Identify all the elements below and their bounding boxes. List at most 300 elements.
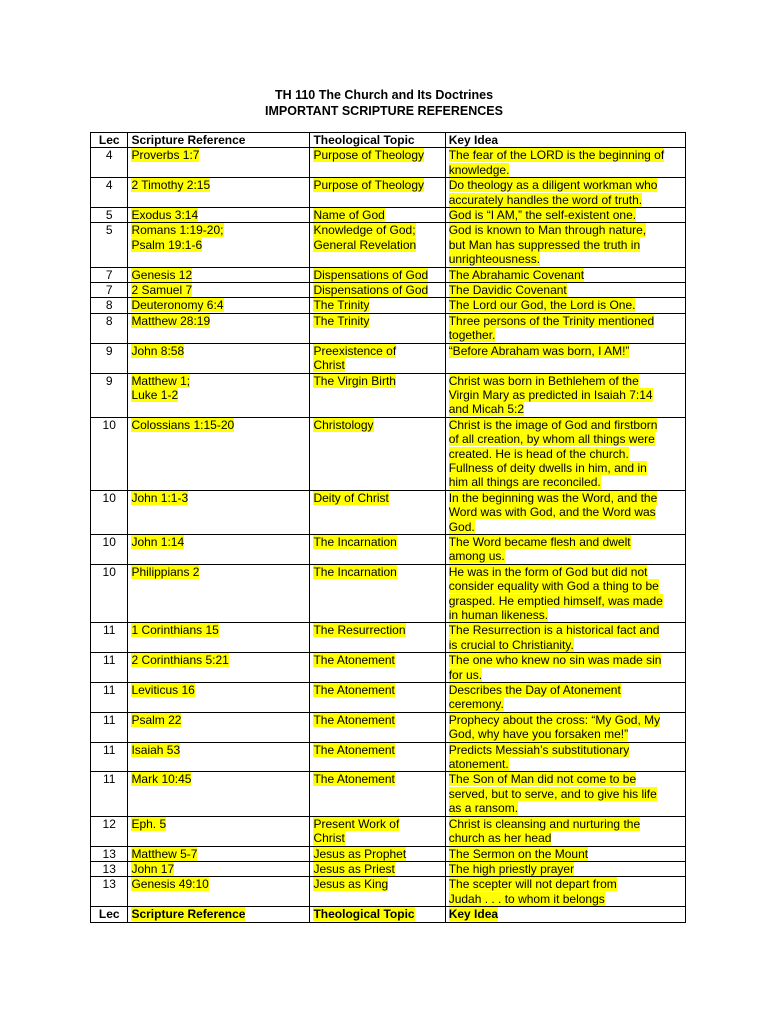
- key-idea-text: Judah . . . to whom it belongs: [448, 891, 605, 906]
- table-row: [91, 534, 686, 564]
- scripture-reference-cell: [128, 417, 310, 490]
- lecture-number: 12: [102, 816, 116, 831]
- key-idea-text: accurately handles the word of truth.: [448, 192, 643, 207]
- lecture-number-cell: [91, 373, 128, 417]
- scripture-reference-text: John 8:58: [131, 343, 185, 358]
- scripture-reference-line: [131, 283, 307, 297]
- theological-topic-text: Deity of Christ: [313, 490, 389, 505]
- theological-topic-cell: [310, 298, 445, 313]
- key-idea-text: is crucial to Christianity.: [448, 637, 574, 652]
- scripture-reference-line: [131, 653, 307, 667]
- scripture-reference-line: [131, 178, 307, 192]
- lecture-number-cell: [91, 148, 128, 178]
- theological-topic-line: [313, 817, 442, 831]
- key-idea-line: [449, 475, 683, 489]
- theological-topic-cell: [310, 208, 445, 223]
- table-row: [91, 816, 686, 846]
- scripture-reference-line: [131, 298, 307, 312]
- scripture-reference-line: [131, 223, 307, 237]
- theological-topic-text: The Atonement: [313, 742, 395, 757]
- key-idea-line: [449, 163, 683, 177]
- table-row: [91, 683, 686, 713]
- key-idea-text: God is known to Man through nature,: [448, 223, 647, 238]
- table-row: [91, 267, 686, 282]
- table-row: [91, 417, 686, 490]
- key-idea-line: [449, 252, 683, 266]
- key-idea-line: [449, 817, 683, 831]
- key-idea-line: [449, 283, 683, 297]
- scripture-reference-text: Genesis 49:10: [131, 877, 209, 892]
- theological-topic-cell: [310, 653, 445, 683]
- key-idea-line: [449, 772, 683, 786]
- footer-theological-topic: [310, 907, 445, 922]
- scripture-reference-cell: [128, 208, 310, 223]
- scripture-reference-cell: [128, 148, 310, 178]
- lecture-number: 13: [102, 877, 116, 892]
- scripture-reference-text: 2 Timothy 2:15: [131, 178, 211, 193]
- key-idea-text: He was in the form of God but did not: [448, 564, 648, 579]
- key-idea-line: [449, 757, 683, 771]
- key-idea-text: Describes the Day of Atonement: [448, 683, 621, 698]
- key-idea-text: The Davidic Covenant: [448, 283, 567, 298]
- lecture-number-cell: [91, 772, 128, 816]
- theological-topic-cell: [310, 816, 445, 846]
- key-idea-line: [449, 374, 683, 388]
- lecture-number-cell: [91, 846, 128, 861]
- key-idea-cell: [445, 683, 685, 713]
- key-idea-cell: [445, 846, 685, 861]
- key-idea-line: [449, 638, 683, 652]
- key-idea-cell: [445, 208, 685, 223]
- scripture-reference-line: [131, 491, 307, 505]
- scripture-reference-line: [131, 623, 307, 637]
- scripture-reference-cell: [128, 313, 310, 343]
- footer-key-idea: [445, 907, 685, 922]
- key-idea-text: Christ is the image of God and firstborn: [448, 417, 658, 432]
- scripture-reference-cell: [128, 564, 310, 623]
- scripture-reference-line: [131, 314, 307, 328]
- scripture-reference-cell: [128, 861, 310, 876]
- lecture-number-cell: [91, 742, 128, 772]
- theological-topic-line: [313, 283, 442, 297]
- scripture-reference-cell: [128, 683, 310, 713]
- key-idea-text: Prophecy about the cross: “My God, My: [448, 712, 661, 727]
- lecture-number-cell: [91, 343, 128, 373]
- key-idea-cell: [445, 267, 685, 282]
- key-idea-line: [449, 847, 683, 861]
- key-idea-line: [449, 565, 683, 579]
- theological-topic-line: [313, 623, 442, 637]
- key-idea-line: [449, 549, 683, 563]
- theological-topic-cell: [310, 712, 445, 742]
- scripture-reference-line: [131, 208, 307, 222]
- key-idea-line: [449, 432, 683, 446]
- lecture-number: 7: [105, 283, 113, 298]
- lecture-number-cell: [91, 267, 128, 282]
- lecture-number: 4: [105, 178, 113, 193]
- theological-topic-cell: [310, 772, 445, 816]
- key-idea-text: together.: [448, 328, 496, 343]
- theological-topic-text: The Atonement: [313, 653, 395, 668]
- lecture-number: 13: [102, 861, 116, 876]
- scripture-reference-text: Colossians 1:15-20: [131, 417, 235, 432]
- header-lec: Lec: [91, 133, 128, 148]
- scripture-reference-line: [131, 535, 307, 549]
- scripture-reference-line: [131, 238, 307, 252]
- lecture-number-cell: [91, 490, 128, 534]
- theological-topic-text: The Trinity: [313, 313, 370, 328]
- key-idea-line: [449, 801, 683, 815]
- theological-topic-text: Jesus as Priest: [313, 861, 395, 876]
- lecture-number: 8: [105, 313, 113, 328]
- key-idea-text: Do theology as a diligent workman who: [448, 178, 658, 193]
- scripture-reference-cell: [128, 490, 310, 534]
- theological-topic-text: The Resurrection: [313, 623, 406, 638]
- theological-topic-cell: [310, 623, 445, 653]
- theological-topic-cell: [310, 683, 445, 713]
- key-idea-text: church as her head: [448, 831, 552, 846]
- theological-topic-line: [313, 772, 442, 786]
- theological-topic-line: [313, 358, 442, 372]
- key-idea-cell: [445, 816, 685, 846]
- theological-topic-cell: [310, 417, 445, 490]
- key-idea-text: The Resurrection is a historical fact and: [448, 623, 660, 638]
- key-idea-text: unrighteousness.: [448, 252, 541, 267]
- key-idea-line: [449, 178, 683, 192]
- key-idea-cell: [445, 861, 685, 876]
- lecture-number: 10: [102, 564, 116, 579]
- theological-topic-cell: [310, 283, 445, 298]
- key-idea-text: Christ is cleansing and nurturing the: [448, 816, 641, 831]
- theological-topic-text: Purpose of Theology: [313, 178, 424, 193]
- theological-topic-line: [313, 653, 442, 667]
- theological-topic-cell: [310, 267, 445, 282]
- lecture-number: 8: [105, 298, 113, 313]
- footer-theological-topic-text: Theological Topic: [313, 907, 415, 922]
- key-idea-line: [449, 594, 683, 608]
- scripture-reference-line: [131, 713, 307, 727]
- table-row: [91, 343, 686, 373]
- table-body: [91, 148, 686, 907]
- scripture-reference-text: Psalm 22: [131, 712, 182, 727]
- scripture-reference-text: Eph. 5: [131, 816, 167, 831]
- scripture-reference-text: Matthew 1;: [131, 373, 191, 388]
- table-row: [91, 772, 686, 816]
- key-idea-line: [449, 727, 683, 741]
- lecture-number: 9: [105, 373, 113, 388]
- lecture-number: 11: [102, 742, 116, 757]
- table-row: [91, 373, 686, 417]
- key-idea-text: for us.: [448, 667, 483, 682]
- key-idea-text: The Son of Man did not come to be: [448, 772, 637, 787]
- key-idea-text: The fear of the LORD is the beginning of: [448, 148, 665, 163]
- lecture-number: 4: [105, 148, 113, 163]
- table-row: [91, 861, 686, 876]
- key-idea-text: The one who knew no sin was made sin: [448, 653, 662, 668]
- lecture-number: 13: [102, 846, 116, 861]
- lecture-number-cell: [91, 298, 128, 313]
- scripture-reference-line: [131, 772, 307, 786]
- key-idea-line: [449, 223, 683, 237]
- key-idea-cell: [445, 772, 685, 816]
- lecture-number: 11: [102, 772, 116, 787]
- footer-key-idea-text: Key Idea: [448, 907, 499, 922]
- theological-topic-line: [313, 831, 442, 845]
- scripture-reference-cell: [128, 223, 310, 267]
- scripture-reference-text: Romans 1:19-20;: [131, 223, 224, 238]
- lecture-number-cell: [91, 534, 128, 564]
- key-idea-cell: [445, 298, 685, 313]
- key-idea-line: [449, 653, 683, 667]
- theological-topic-text: Jesus as Prophet: [313, 846, 407, 861]
- header-key-idea: Key Idea: [445, 133, 685, 148]
- key-idea-text: God.: [448, 519, 475, 534]
- theological-topic-text: Jesus as King: [313, 877, 389, 892]
- key-idea-line: [449, 862, 683, 876]
- scripture-reference-cell: [128, 846, 310, 861]
- scripture-reference-cell: [128, 534, 310, 564]
- theological-topic-line: [313, 238, 442, 252]
- theological-topic-text: Purpose of Theology: [313, 148, 424, 163]
- key-idea-text: ceremony.: [448, 697, 504, 712]
- scripture-reference-line: [131, 847, 307, 861]
- key-idea-line: [449, 520, 683, 534]
- lecture-number-cell: [91, 223, 128, 267]
- theological-topic-cell: [310, 861, 445, 876]
- theological-topic-line: [313, 298, 442, 312]
- key-idea-text: The Word became flesh and dwelt: [448, 534, 631, 549]
- key-idea-line: [449, 623, 683, 637]
- key-idea-cell: [445, 223, 685, 267]
- footer-scripture-reference-text: Scripture Reference: [131, 907, 246, 922]
- theological-topic-text: Christ: [313, 831, 345, 846]
- table-row: [91, 298, 686, 313]
- theological-topic-cell: [310, 877, 445, 907]
- lecture-number: 11: [102, 653, 116, 668]
- scripture-reference-cell: [128, 653, 310, 683]
- table-row: [91, 653, 686, 683]
- theological-topic-line: [313, 862, 442, 876]
- theological-topic-text: The Virgin Birth: [313, 373, 396, 388]
- scripture-reference-text: 2 Samuel 7: [131, 283, 193, 298]
- lecture-number: 10: [102, 417, 116, 432]
- theological-topic-line: [313, 223, 442, 237]
- key-idea-text: in human likeness.: [448, 608, 549, 622]
- scripture-reference-line: [131, 374, 307, 388]
- theological-topic-cell: [310, 178, 445, 208]
- key-idea-line: [449, 491, 683, 505]
- key-idea-line: [449, 193, 683, 207]
- key-idea-line: [449, 713, 683, 727]
- lecture-number-cell: [91, 417, 128, 490]
- lecture-number-cell: [91, 653, 128, 683]
- lecture-number-cell: [91, 623, 128, 653]
- key-idea-text: God, why have you forsaken me!”: [448, 727, 629, 742]
- scripture-reference-text: Psalm 19:1-6: [131, 237, 203, 252]
- scripture-reference-cell: [128, 742, 310, 772]
- key-idea-line: [449, 683, 683, 697]
- scripture-reference-line: [131, 817, 307, 831]
- theological-topic-text: Christ: [313, 358, 345, 373]
- key-idea-cell: [445, 742, 685, 772]
- theological-topic-text: Present Work of: [313, 816, 400, 831]
- scripture-reference-cell: [128, 283, 310, 298]
- theological-topic-cell: [310, 373, 445, 417]
- lecture-number: 11: [102, 712, 116, 727]
- theological-topic-line: [313, 535, 442, 549]
- key-idea-text: The high priestly prayer: [448, 861, 575, 876]
- key-idea-line: [449, 314, 683, 328]
- table-row: [91, 208, 686, 223]
- table-header-row: [91, 133, 686, 148]
- scripture-reference-table: [90, 132, 686, 923]
- theological-topic-text: Preexistence of: [313, 343, 397, 358]
- theological-topic-line: [313, 743, 442, 757]
- theological-topic-cell: [310, 742, 445, 772]
- lecture-number-cell: [91, 877, 128, 907]
- key-idea-line: [449, 402, 683, 416]
- key-idea-cell: [445, 283, 685, 298]
- footer-lec: Lec: [91, 907, 128, 922]
- key-idea-cell: [445, 373, 685, 417]
- theological-topic-cell: [310, 490, 445, 534]
- key-idea-line: [449, 148, 683, 162]
- theological-topic-text: The Atonement: [313, 712, 395, 727]
- theological-topic-text: Dispensations of God: [313, 267, 429, 282]
- theological-topic-line: [313, 418, 442, 432]
- key-idea-text: consider equality with God a thing to be: [448, 579, 659, 594]
- key-idea-text: grasped. He emptied himself, was made: [448, 593, 663, 608]
- theological-topic-cell: [310, 534, 445, 564]
- table-row: [91, 148, 686, 178]
- table-row: [91, 742, 686, 772]
- key-idea-line: [449, 298, 683, 312]
- scripture-reference-cell: [128, 623, 310, 653]
- key-idea-text: but Man has suppressed the truth in: [448, 237, 641, 252]
- scripture-reference-text: John 17: [131, 861, 175, 876]
- lecture-number-cell: [91, 816, 128, 846]
- key-idea-line: [449, 208, 683, 222]
- key-idea-text: among us.: [448, 549, 505, 564]
- key-idea-line: [449, 238, 683, 252]
- scripture-reference-text: Matthew 28:19: [131, 313, 211, 328]
- lecture-number-cell: [91, 208, 128, 223]
- scripture-reference-cell: [128, 877, 310, 907]
- theological-topic-text: The Incarnation: [313, 534, 397, 549]
- key-idea-line: [449, 831, 683, 845]
- scripture-reference-text: 2 Corinthians 5:21: [131, 653, 229, 668]
- table-row: [91, 564, 686, 623]
- theological-topic-cell: [310, 343, 445, 373]
- key-idea-text: In the beginning was the Word, and the: [448, 490, 658, 505]
- key-idea-text: created. He is head of the church.: [448, 446, 629, 461]
- theological-topic-line: [313, 847, 442, 861]
- table-row: [91, 712, 686, 742]
- scripture-reference-line: [131, 344, 307, 358]
- theological-topic-line: [313, 344, 442, 358]
- key-idea-text: atonement.: [448, 757, 509, 772]
- scripture-reference-line: [131, 268, 307, 282]
- table-footer-row: [91, 907, 686, 922]
- theological-topic-text: Knowledge of God;: [313, 223, 416, 238]
- key-idea-text: Virgin Mary as predicted in Isaiah 7:14: [448, 387, 653, 402]
- scripture-reference-cell: [128, 178, 310, 208]
- key-idea-text: The Abrahamic Covenant: [448, 267, 585, 282]
- scripture-reference-text: Luke 1-2: [131, 387, 179, 402]
- key-idea-text: of all creation, by whom all things were: [448, 432, 655, 447]
- theological-topic-line: [313, 148, 442, 162]
- theological-topic-line: [313, 565, 442, 579]
- key-idea-cell: [445, 623, 685, 653]
- lecture-number-cell: [91, 283, 128, 298]
- key-idea-line: [449, 743, 683, 757]
- lecture-number: 5: [105, 223, 113, 238]
- scripture-reference-text: Leviticus 16: [131, 683, 195, 698]
- scripture-reference-cell: [128, 712, 310, 742]
- key-idea-line: [449, 892, 683, 906]
- lecture-number: 9: [105, 343, 113, 358]
- key-idea-cell: [445, 712, 685, 742]
- key-idea-text: The Sermon on the Mount: [448, 846, 589, 861]
- theological-topic-cell: [310, 846, 445, 861]
- lecture-number: 10: [102, 534, 116, 549]
- table-row: [91, 313, 686, 343]
- table-row: [91, 283, 686, 298]
- theological-topic-cell: [310, 313, 445, 343]
- table-row: [91, 623, 686, 653]
- key-idea-line: [449, 877, 683, 891]
- key-idea-line: [449, 447, 683, 461]
- key-idea-line: [449, 608, 683, 622]
- scripture-reference-text: Genesis 12: [131, 267, 193, 282]
- scripture-reference-text: Mark 10:45: [131, 772, 192, 787]
- lecture-number-cell: [91, 712, 128, 742]
- key-idea-line: [449, 505, 683, 519]
- theological-topic-text: Dispensations of God: [313, 283, 429, 298]
- header-scripture-reference: Scripture Reference: [128, 133, 310, 148]
- header-theological-topic: Theological Topic: [310, 133, 445, 148]
- table-row: [91, 490, 686, 534]
- theological-topic-line: [313, 178, 442, 192]
- scripture-reference-cell: [128, 816, 310, 846]
- key-idea-text: served, but to serve, and to give his life: [448, 786, 657, 801]
- key-idea-line: [449, 418, 683, 432]
- scripture-reference-line: [131, 683, 307, 697]
- theological-topic-line: [313, 877, 442, 891]
- scripture-reference-line: [131, 862, 307, 876]
- key-idea-line: [449, 535, 683, 549]
- document-subtitle: IMPORTANT SCRIPTURE REFERENCES: [265, 104, 503, 118]
- scripture-reference-line: [131, 388, 307, 402]
- key-idea-text: Christ was born in Bethlehem of the: [448, 373, 639, 388]
- key-idea-line: [449, 268, 683, 282]
- key-idea-text: Fullness of deity dwells in him, and in: [448, 460, 647, 475]
- scripture-reference-text: Philippians 2: [131, 564, 200, 579]
- scripture-reference-line: [131, 418, 307, 432]
- key-idea-cell: [445, 178, 685, 208]
- theological-topic-text: General Revelation: [313, 237, 417, 252]
- lecture-number-cell: [91, 861, 128, 876]
- theological-topic-text: The Trinity: [313, 298, 370, 313]
- key-idea-text: Word was with God, and the Word was: [448, 505, 656, 520]
- lecture-number-cell: [91, 564, 128, 623]
- key-idea-text: him all things are reconciled.: [448, 475, 601, 490]
- scripture-reference-text: 1 Corinthians 15: [131, 623, 219, 638]
- key-idea-text: “Before Abraham was born, I AM!”: [448, 343, 630, 358]
- theological-topic-text: Name of God: [313, 208, 385, 223]
- table-row: [91, 178, 686, 208]
- course-title: TH 110 The Church and Its Doctrines: [274, 88, 494, 102]
